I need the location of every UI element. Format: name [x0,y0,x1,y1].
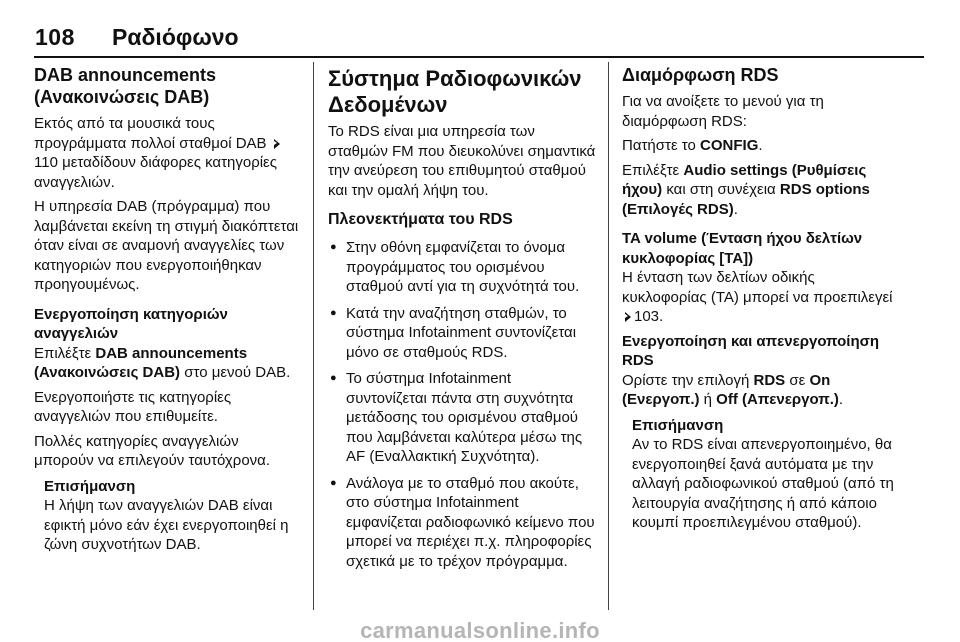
rds-on-off-mid1: σε [789,371,806,389]
column-right [622,64,894,533]
select-audio-pre: Επιλέξτε [622,161,680,179]
list-item: ● Στην οθόνη εμφανίζεται το όνομα προγράμματος του ορισμένου σταθμού αντί για τη συχνότητά του. [328,238,596,297]
select-dab-pre: Επιλέξτε [34,344,92,362]
dab-intro-tail: μεταδίδουν διάφορες κατηγορίες αναγγελιών. [34,154,277,191]
note-rds-text: Αν το RDS είναι απενεργοποιημένο, θα ενεργοποιηθεί ξανά αυτόματα με την αλλαγή ραδιοφωνικού σταθμού (από τη λειτουργία αναζήτησης ή από κάποιο κουμπί προεπιλεγμένου σταθμού). [632,436,894,531]
rds-advantages-list [328,238,596,571]
dab-interrupt-paragraph: Η υπηρεσία DAB (πρόγραμμα) που λαμβάνεται εκείνη τη στιγμή διακόπτεται όταν είναι σε αναμονή αναγγελίες των κατηγοριών που ενεργοποιήθηκαν προηγουμένως. [34,198,299,293]
dab-announcements-heading: DAB announcements (Ανακοινώσεις DAB) [34,65,217,107]
rds-on-off-mid2: ή [703,391,712,408]
rds-on-off-pre: Ορίστε την επιλογή [622,371,750,389]
ta-volume-heading: TA volume (Ένταση ήχου δελτίων κυκλοφορίας [TA]) [622,230,863,267]
multiple-categories-paragraph: Πολλές κατηγορίες αναγγελιών μπορούν να επιλεγούν ταυτόχρονα. [34,432,271,469]
select-audio-settings-paragraph [622,161,894,220]
note-dab-title: Επισήμανση [44,477,136,495]
ta-volume-ref[interactable]: 103. [634,308,664,325]
note-dab [34,477,300,555]
select-audio-mid: και στη συνέχεια [666,181,776,198]
rds-config-heading: Διαμόρφωση RDS [622,65,779,85]
select-audio-post: . [733,200,738,218]
list-item: ● Το σύστημα Infotainment συντονίζεται πάντα στη συχνότητα μετάδοσης του ορισμένου σταθμού που λαμβάνεται καλύτερα μέσω της AF (Εναλλακτική Συχνότητα). [328,369,596,467]
column-left [34,64,300,555]
dab-intro-ref[interactable]: 110 [34,154,58,171]
list-item: ● Ανάλογα με το σταθμό που ακούτε, στο σύστημα Infotainment εμφανίζεται ραδιοφωνικό κείμενο που μπορεί να περιέχει π.χ. πληροφορίες σχετικά με το τρέχον πρόγραμμα. [328,474,596,572]
rds-on-off-post: . [838,391,844,408]
press-config-pre: Πατήστε το [622,137,696,154]
page-reference-icon [624,311,632,321]
rds-off-label: Off (Απενεργοπ.) [716,391,839,408]
ta-volume-paragraph [622,268,894,327]
note-dab-text: Η λήψη των αναγγελιών DAB είναι εφικτή μόνο εάν έχει ενεργοποιηθεί η ζώνη συχνοτήτων DAB. [44,497,289,553]
note-rds-title: Επισήμανση [632,416,724,434]
rds-option-label: RDS [753,371,786,389]
activate-categories-heading: Ενεργοποίηση κατηγοριών αναγγελιών [34,305,228,342]
config-button-label: CONFIG [700,137,759,154]
dab-intro-text: Εκτός από τα μουσικά τους προγράμματα πολλοί σταθμοί DAB [34,115,267,152]
list-item: ● Κατά την αναζήτηση σταθμών, το σύστημα Infotainment συντονίζεται μόνο σε σταθμούς RDS. [328,304,596,363]
rds-on-off-heading: Ενεργοποίηση και απενεργοποίηση RDS [622,332,880,369]
watermark: carmanualsonline.info [360,618,600,642]
rds-heading: Σύστημα Ραδιοφωνικών Δεδομένων [328,66,582,117]
page-title: Ραδιόφωνο [112,24,239,50]
note-rds [622,416,894,533]
dab-intro-paragraph [34,114,300,192]
rds-intro-paragraph: Το RDS είναι μια υπηρεσία των σταθμών FM που διευκολύνει σημαντικά την ανεύρεση του επιθυμητού σταθμού και την ομαλή λήψη του. [328,123,596,199]
audio-settings-label: Audio settings (Ρυθμίσεις ήχου) [622,161,867,198]
page-reference-icon [273,138,281,148]
press-config-paragraph [622,136,894,156]
rds-options-label: RDS options (Επιλογές RDS) [622,181,870,218]
rds-on-off-paragraph [622,371,894,410]
select-dab-paragraph [34,344,300,383]
rds-config-intro: Για να ανοίξετε το μενού για τη διαμόρφωση RDS: [622,93,824,130]
press-config-post: . [758,137,763,154]
page-number: 108 [35,24,75,50]
header-rule [34,56,924,58]
ta-volume-text: Η ένταση των δελτίων οδικής κυκλοφορίας (TA) μπορεί να προεπιλεγεί [622,269,893,306]
select-dab-post: στο μενού DAB. [184,364,291,381]
activate-categories-paragraph: Ενεργοποιήστε τις κατηγορίες αναγγελιών που επιθυμείτε. [34,388,232,425]
rds-advantages-heading: Πλεονεκτήματα του RDS [328,211,513,228]
rds-on-label: On (Ενεργοπ.) [622,371,831,408]
column-divider-2 [608,62,609,610]
column-middle [328,64,596,578]
column-divider-1 [313,62,314,610]
select-dab-bold: DAB announcements (Ανακοινώσεις DAB) [34,344,248,381]
page-header [0,0,960,56]
